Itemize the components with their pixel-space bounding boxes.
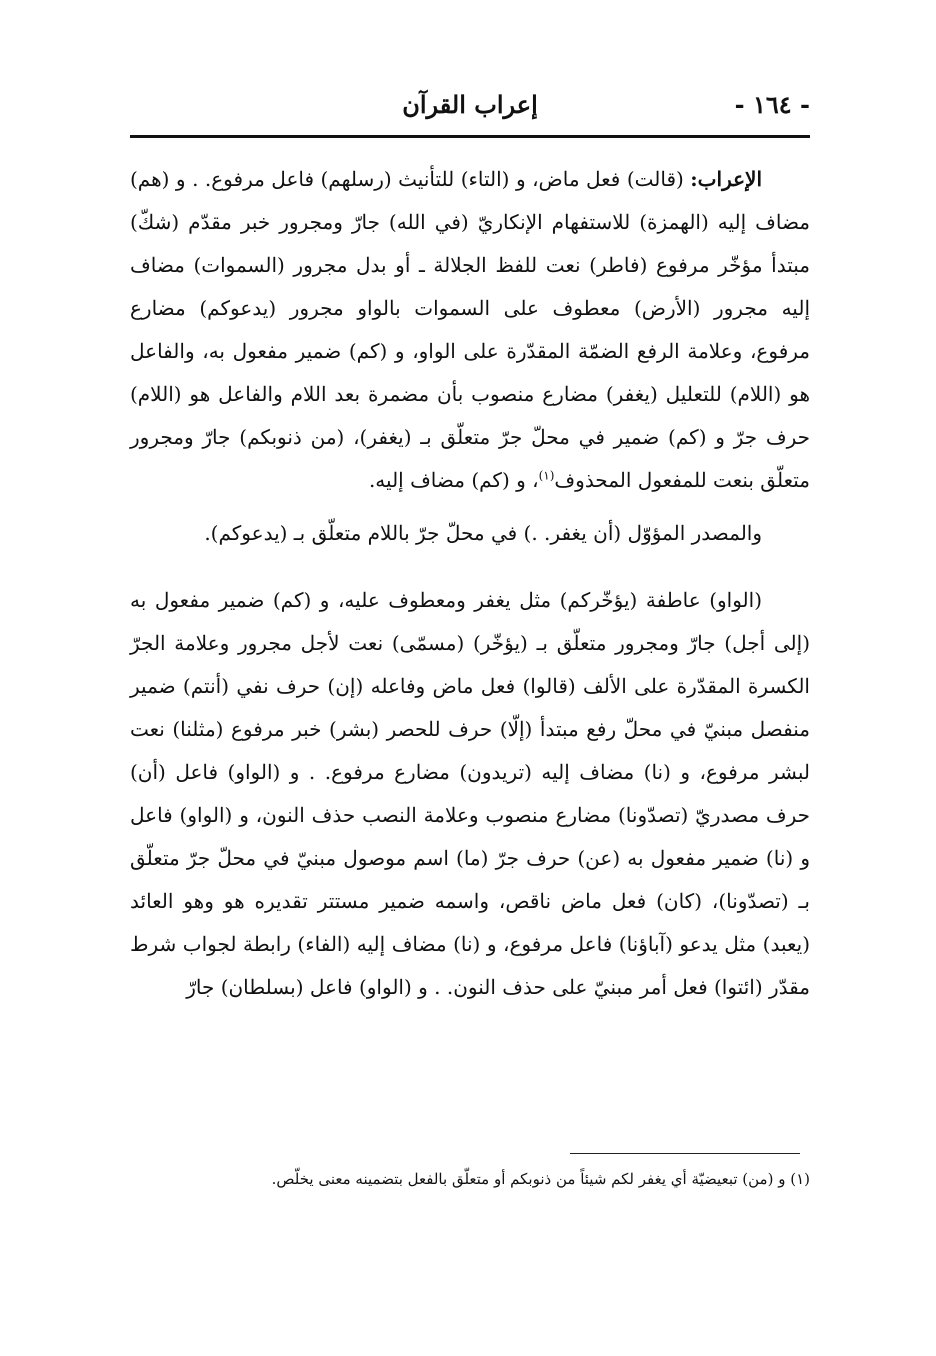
main-text — [130, 158, 810, 1009]
paragraph-masdar: والمصدر المؤوّل (أن يغفر. .) في محلّ جرّ باللام متعلّق بـ (يدعوكم). — [204, 521, 762, 545]
header-divider — [130, 135, 810, 138]
page-title: إعراب القرآن — [402, 90, 538, 119]
paragraph-text: (قالت) فعل ماض، و (التاء) للتأنيث (رسلهم) فاعل مرفوع. . و (هم) مضاف إليه (الهمزة) للاستفهام الإنكاريّ (في الله) جارّ ومجرور خبر مقدّم (شكّ) مبتدأ مؤخّر مرفوع (فاطر) نعت للفظ الجلالة ـ أو بدل مجرور (السموات) مضاف إليه مجرور (الأرض) معطوف على السموات بالواو مجرور (يدعوكم) مضارع مرفوع، وعلامة الرفع الضمّة المقدّرة على الواو، و (كم) ضمير مفعول به، والفاعل هو (اللام) للتعليل (يغفر) مضارع منصوب بأن مضمرة بعد اللام والفاعل هو (اللام) حرف جرّ و (كم) ضمير في محلّ جرّ متعلّق بـ (يغفر)، (من ذنوبكم) جارّ ومجرور متعلّق بنعت للمفعول المحذوف — [130, 167, 810, 492]
page-number: - ١٦٤ - — [734, 90, 810, 119]
footnote: (١) و (من) تبعيضيّة أي يغفر لكم شيئاً من ذنوبكم أو متعلّق بالفعل بتضمينه معنى يخلّص. — [271, 1170, 810, 1188]
footnote-divider — [570, 1153, 800, 1154]
paragraph-waw: (الواو) عاطفة (يؤخّركم) مثل يغفر ومعطوف عليه، و (كم) ضمير مفعول به (إلى أجل) جارّ ومجرور متعلّق بـ (يؤخّر) (مسمّى) نعت لأجل مجرور وعلامة الجرّ الكسرة المقدّرة على الألف (قالوا) فعل ماض وفاعله (إن) حرف نفي (أنتم) ضمير منفصل مبنيّ في محلّ رفع مبتدأ (إلّا) حرف للحصر (بشر) خبر مرفوع (مثلنا) نعت لبشر مرفوع، و (نا) مضاف إليه (تريدون) مضارع مرفوع. . و (الواو) فاعل (أن) حرف مصدريّ (تصدّونا) مضارع منصوب وعلامة النصب حذف النون، و (الواو) فاعل و (نا) ضمير مفعول به (عن) حرف جرّ (ما) اسم موصول مبنيّ في محلّ جرّ متعلّق بـ (تصدّونا)، (كان) فعل ماض ناقص، واسمه ضمير مستتر تقديره هو وهو العائد (يعبد) مثل يدعو (آباؤنا) فاعل مرفوع، و (نا) مضاف إليه (الفاء) رابطة لجواب شرط مقدّر (ائتوا) فعل أمر مبنيّ على حذف النون. . و (الواو) فاعل (بسلطان) جارّ — [130, 588, 810, 999]
paragraph-tail: ، و (كم) مضاف إليه. — [368, 468, 539, 492]
footnote-reference: (١) — [538, 468, 555, 483]
paragraph-irab — [130, 158, 810, 502]
page-header — [130, 88, 810, 136]
paragraph-lead: الإعراب: — [690, 167, 762, 191]
